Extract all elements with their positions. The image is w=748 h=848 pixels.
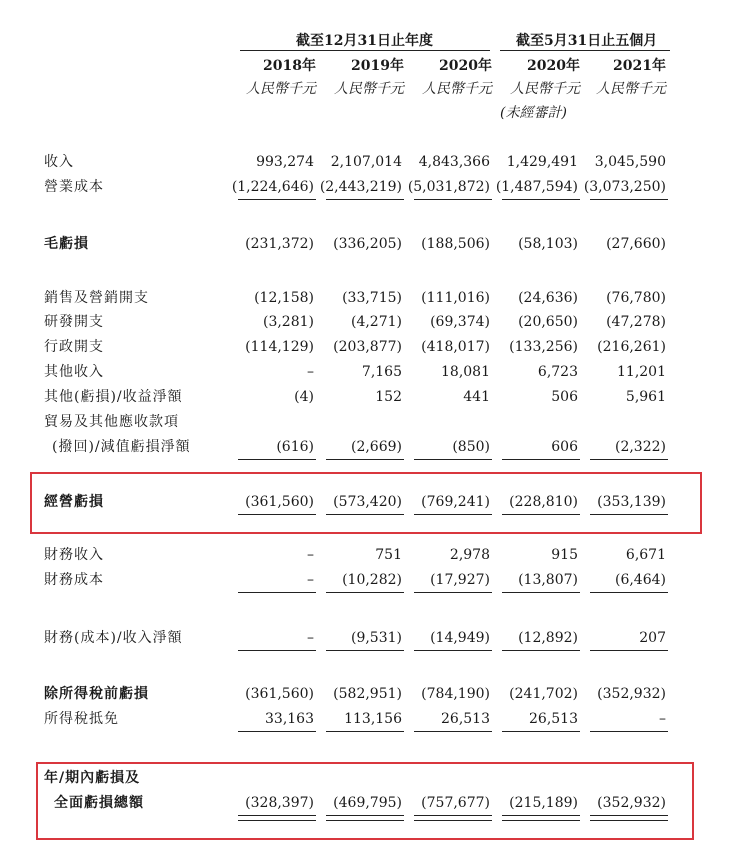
value-cell: (228,810)	[509, 494, 578, 510]
underline	[414, 731, 492, 732]
table-row	[0, 411, 748, 433]
currency-2020-five-months: 人民幣千元	[510, 81, 580, 97]
value-cell: 2,107,014	[330, 154, 402, 170]
year-2018: 2018年	[263, 58, 316, 74]
value-cell: (58,103)	[518, 236, 578, 252]
value-cell: 2,978	[449, 547, 490, 563]
value-cell: (6,464)	[614, 572, 666, 588]
table-row	[0, 792, 748, 814]
row-label: 年/期內虧損及	[44, 770, 141, 786]
value-cell: (5,031,872)	[407, 179, 490, 195]
value-cell: (352,932)	[597, 795, 666, 811]
underline	[238, 592, 316, 593]
value-cell: (2,322)	[614, 439, 666, 455]
value-cell: (114,129)	[245, 339, 314, 355]
row-label: 研發開支	[44, 314, 104, 330]
value-cell: 606	[551, 439, 578, 455]
table-row	[0, 708, 748, 730]
value-cell: –	[307, 364, 314, 380]
year-2021-five-months: 2021年	[613, 58, 666, 74]
row-label: 營業成本	[44, 179, 104, 195]
underline	[326, 731, 404, 732]
underline	[326, 592, 404, 593]
value-cell: (215,189)	[509, 795, 578, 811]
underline	[238, 514, 316, 515]
value-cell: 915	[551, 547, 578, 563]
underline	[238, 731, 316, 732]
value-cell: 441	[463, 389, 490, 405]
value-cell: (784,190)	[421, 686, 490, 702]
value-cell: 207	[639, 630, 666, 646]
table-row	[0, 569, 748, 591]
value-cell: (361,560)	[245, 494, 314, 510]
value-cell: (27,660)	[606, 236, 666, 252]
table-row	[0, 683, 748, 705]
value-cell: (111,016)	[421, 290, 490, 306]
row-label: 收入	[44, 154, 74, 170]
underline	[326, 459, 404, 460]
value-cell: 506	[551, 389, 578, 405]
value-cell: –	[307, 630, 314, 646]
row-label: 貿易及其他應收款項	[44, 414, 179, 430]
value-cell: (616)	[276, 439, 314, 455]
underline	[238, 650, 316, 651]
value-cell: (4,271)	[350, 314, 402, 330]
row-label: 全面虧損總額	[54, 795, 144, 811]
table-row	[0, 361, 748, 383]
value-cell: 113,156	[344, 711, 402, 727]
value-cell: (33,715)	[342, 290, 402, 306]
value-cell: (573,420)	[333, 494, 402, 510]
value-cell: 33,163	[265, 711, 314, 727]
table-row	[0, 627, 748, 649]
value-cell: (241,702)	[509, 686, 578, 702]
row-label: 除所得稅前虧損	[44, 686, 149, 702]
underline	[502, 650, 580, 651]
underline	[414, 459, 492, 460]
value-cell: (188,506)	[421, 236, 490, 252]
value-cell: (352,932)	[597, 686, 666, 702]
value-cell: (1,487,594)	[495, 179, 578, 195]
value-cell: 751	[375, 547, 402, 563]
value-cell: (47,278)	[606, 314, 666, 330]
value-cell: 1,429,491	[506, 154, 578, 170]
row-label: 財務成本	[44, 572, 104, 588]
value-cell: 6,671	[625, 547, 666, 563]
underline	[326, 650, 404, 651]
value-cell: (17,927)	[430, 572, 490, 588]
underline	[502, 199, 580, 200]
value-cell: 11,201	[617, 364, 666, 380]
value-cell: 3,045,590	[594, 154, 666, 170]
double-underline	[238, 815, 316, 821]
value-cell: 7,165	[361, 364, 402, 380]
value-cell: (2,443,219)	[319, 179, 402, 195]
table-row	[0, 233, 748, 255]
value-cell: –	[659, 711, 666, 727]
underline	[414, 199, 492, 200]
underline	[414, 592, 492, 593]
underline	[238, 199, 316, 200]
underline	[414, 514, 492, 515]
header-group-five-months: 截至5月31日止五個月	[516, 33, 658, 49]
value-cell: (203,877)	[333, 339, 402, 355]
row-label: 所得稅抵免	[44, 711, 119, 727]
underline	[590, 459, 668, 460]
underline	[590, 650, 668, 651]
underline	[414, 650, 492, 651]
table-row	[0, 491, 748, 513]
value-cell: 26,513	[441, 711, 490, 727]
value-cell: (757,677)	[421, 795, 490, 811]
underline	[502, 459, 580, 460]
underline	[590, 514, 668, 515]
value-cell: (469,795)	[333, 795, 402, 811]
value-cell: (10,282)	[342, 572, 402, 588]
table-row	[0, 287, 748, 309]
row-label: 財務(成本)/收入淨額	[44, 630, 183, 646]
value-cell: (133,256)	[509, 339, 578, 355]
unaudited-note: (未經審計)	[500, 105, 567, 121]
value-cell: (231,372)	[245, 236, 314, 252]
value-cell: (769,241)	[421, 494, 490, 510]
value-cell: (328,397)	[245, 795, 314, 811]
double-underline	[502, 815, 580, 821]
value-cell: (20,650)	[518, 314, 578, 330]
value-cell: (12,158)	[254, 290, 314, 306]
value-cell: 26,513	[529, 711, 578, 727]
value-cell: (418,017)	[421, 339, 490, 355]
value-cell: (14,949)	[430, 630, 490, 646]
row-label: 其他收入	[44, 364, 104, 380]
year-2020-five-months: 2020年	[527, 58, 580, 74]
value-cell: –	[307, 547, 314, 563]
underline	[502, 731, 580, 732]
underline	[326, 199, 404, 200]
value-cell: (3,281)	[262, 314, 314, 330]
value-cell: 18,081	[441, 364, 490, 380]
row-label: 其他(虧損)/收益淨額	[44, 389, 183, 405]
value-cell: (9,531)	[350, 630, 402, 646]
table-row	[0, 151, 748, 173]
value-cell: (1,224,646)	[231, 179, 314, 195]
value-cell: (361,560)	[245, 686, 314, 702]
value-cell: (2,669)	[350, 439, 402, 455]
table-row	[0, 436, 748, 458]
row-label: 毛虧損	[44, 236, 89, 252]
value-cell: (850)	[452, 439, 490, 455]
header-rule-five-months	[500, 50, 670, 51]
value-cell: –	[307, 572, 314, 588]
table-row	[0, 176, 748, 198]
currency-2020: 人民幣千元	[422, 81, 492, 97]
underline	[590, 731, 668, 732]
value-cell: 4,843,366	[418, 154, 490, 170]
row-label: 銷售及營銷開支	[44, 290, 149, 306]
currency-2019: 人民幣千元	[334, 81, 404, 97]
value-cell: 152	[375, 389, 402, 405]
currency-2021-five-months: 人民幣千元	[596, 81, 666, 97]
value-cell: (336,205)	[333, 236, 402, 252]
value-cell: (582,951)	[333, 686, 402, 702]
value-cell: (4)	[294, 389, 314, 405]
table-row	[0, 336, 748, 358]
table-row	[0, 767, 748, 789]
underline	[502, 514, 580, 515]
header-rule-annual	[240, 50, 490, 51]
row-label: (撥回)/減值虧損淨額	[52, 439, 191, 455]
year-2020: 2020年	[439, 58, 492, 74]
underline	[238, 459, 316, 460]
underline	[590, 199, 668, 200]
double-underline	[414, 815, 492, 821]
double-underline	[590, 815, 668, 821]
table-row	[0, 386, 748, 408]
value-cell: (24,636)	[518, 290, 578, 306]
row-label: 財務收入	[44, 547, 104, 563]
value-cell: (3,073,250)	[583, 179, 666, 195]
value-cell: 5,961	[625, 389, 666, 405]
value-cell: 993,274	[256, 154, 314, 170]
underline	[590, 592, 668, 593]
underline	[502, 592, 580, 593]
year-2019: 2019年	[351, 58, 404, 74]
header-group-annual: 截至12月31日止年度	[296, 33, 433, 49]
value-cell: (69,374)	[430, 314, 490, 330]
table-row	[0, 544, 748, 566]
row-label: 行政開支	[44, 339, 104, 355]
underline	[326, 514, 404, 515]
value-cell: 6,723	[537, 364, 578, 380]
double-underline	[326, 815, 404, 821]
value-cell: (12,892)	[518, 630, 578, 646]
value-cell: (353,139)	[597, 494, 666, 510]
value-cell: (76,780)	[606, 290, 666, 306]
value-cell: (13,807)	[518, 572, 578, 588]
value-cell: (216,261)	[597, 339, 666, 355]
currency-2018: 人民幣千元	[246, 81, 316, 97]
row-label: 經營虧損	[44, 494, 104, 510]
table-row	[0, 311, 748, 333]
